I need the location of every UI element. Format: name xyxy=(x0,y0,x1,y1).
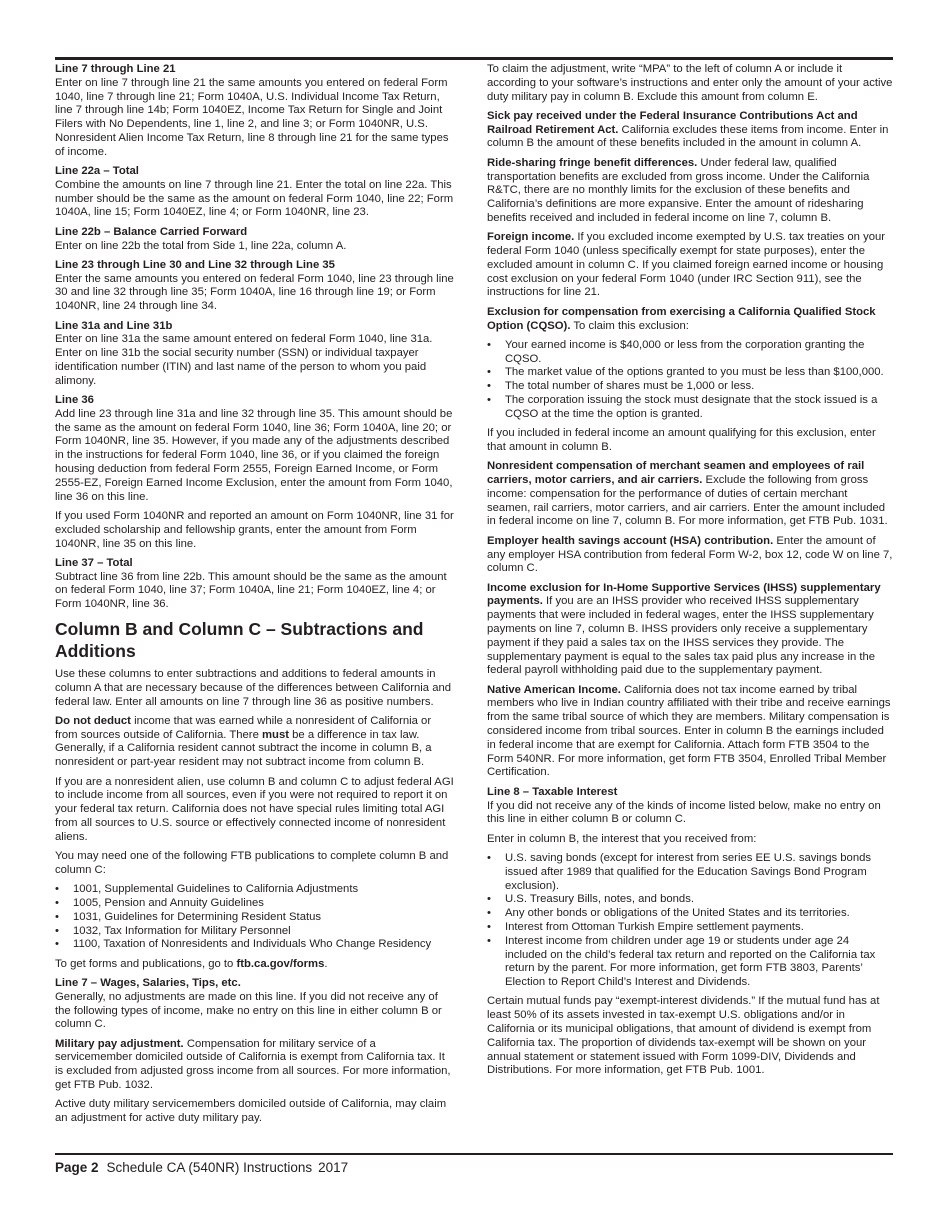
list-item: • 1031, Guidelines for Determining Resident Status xyxy=(73,911,455,925)
bold-lead: Native American Income. xyxy=(487,683,621,696)
paragraph: If you included in federal income an amount qualifying for this exclusion, enter that amount in column B. xyxy=(487,427,876,453)
document-year: 2017 xyxy=(318,1160,349,1175)
list-item: • U.S. saving bonds (except for interest from series EE U.S. savings bonds issued after 1989 that qualified for the Education Savings Bond Program exclusion). xyxy=(505,852,893,893)
top-rule xyxy=(55,57,893,60)
section-heading-line-7-wages: Line 7 – Wages, Salaries, Tips, etc. xyxy=(55,976,241,989)
list-item: • 1100, Taxation of Nonresidents and Individuals Who Change Residency xyxy=(73,938,455,952)
paragraph: Subtract line 36 from line 22b. This amount should be the same as the amount on federal Form 1040, line 37; Form 1040A, line 21; Form 1040EZ, line 4; or Form 1040NR, line 36. xyxy=(55,570,447,611)
section-heading-line-22b: Line 22b – Balance Carried Forward xyxy=(55,225,248,238)
bold-lead: Do not deduct xyxy=(55,714,131,727)
bold-lead: Military pay adjustment. xyxy=(55,1037,184,1050)
forms-link[interactable]: ftb.ca.gov/forms xyxy=(236,957,325,970)
paragraph: Enter the same amounts you entered on federal Form 1040, line 23 through line 30 and line 32 through line 35; Form 1040A, line 16 through line 19; or Form 1040NR, line 24 through line 34. xyxy=(55,272,454,313)
paragraph: Generally, no adjustments are made on this line. If you did not receive any of the following types of income, make no entry on this line in either column B or column C. xyxy=(55,990,442,1031)
paragraph xyxy=(487,684,893,781)
list-item: • U.S. Treasury Bills, notes, and bonds. xyxy=(505,893,893,907)
section-heading-line-31a-31b: Line 31a and Line 31b xyxy=(55,319,173,332)
paragraph: Certain mutual funds pay “exempt-interest dividends.” If the mutual fund has at least 50% of its assets invested in tax-exempt U.S. obligations and/or in California or its municipal obligations, that amount of dividend is exempt from California tax. The proportion of dividends tax-exempt will be shown on your annual statement or statement issued with Form 1099-DIV, Dividends and Distributions. For more information, get FTB Pub. 1001. xyxy=(487,995,880,1077)
bold-word: must xyxy=(262,728,289,741)
paragraph: Active duty military servicemembers domiciled outside of California, may claim an adjustment for active duty military pay. xyxy=(55,1098,447,1125)
list-item: • Interest income from children under age 19 or students under age 24 included on the child’s federal tax return and reported on the California tax return by the parent. For more information, get form FTB 3803, Parents’ Election to Report Child’s Interest and Dividends. xyxy=(505,935,893,990)
bold-lead: Exclusion for compensation from exercising a California Qualified Stock Option (CQSO). xyxy=(487,305,876,332)
bold-lead: Income exclusion for In-Home Supportive Services (IHSS) supplementary payments. xyxy=(487,581,881,608)
list-item: • The corporation issuing the stock must designate that the stock issued is a CQSO at the time the option is granted. xyxy=(505,394,893,422)
paragraph xyxy=(487,110,893,151)
paragraph: Enter on line 7 through line 21 the same amounts you entered on federal Form 1040, line 7 through line 21; Form 1040A, U.S. Individual Income Tax Return, line 7 through line 14b; Form 1040EZ, Income Tax Return for Single and Joint Filers with No Dependents, line 1, line 2, and line 3; or Form 1040NR, U.S. Nonresident Alien Income Tax Return, line 8 through line 21 for the same types of income. xyxy=(55,76,449,158)
section-heading-line-37: Line 37 – Total xyxy=(55,556,133,569)
paragraph: To claim the adjustment, write “MPA” to the left of column A or include it according to your software’s instructions and enter only the amount of your active duty military pay in column B. Exclude this amount from column E. xyxy=(487,63,893,103)
section-heading-line-22a: Line 22a – Total xyxy=(55,165,139,178)
paragraph: Add line 23 through line 31a and line 32 through line 35. This amount should be the same as the amount on federal Form 1040, line 36; Form 1040A, line 20; or Form 1040NR, line 35. However, if you made any of the adjustments described in the instructions for federal Form 1040, line 36, or if you claimed the foreign housing deduction from federal Form 2555, Foreign Earned Income, or Form 2555-EZ, Foreign Earned Income Exclusion, enter the amount from Form 1040, line 36 on this line. xyxy=(55,407,453,503)
paragraph: Enter on line 22b the total from Side 1, line 22a, column A. xyxy=(55,239,347,252)
paragraph: If you are a nonresident alien, use column B and column C to adjust federal AGI to include income from all sources, even if you were not required to report it on your federal tax return. California does not have special rules limiting total AGI from all sources to U.S. source or effectively connected income of nonresident aliens. xyxy=(55,775,454,843)
text-run: income that was earned while a nonresident of California or from sources outside of California. There xyxy=(55,714,432,741)
text-run: Compensation for military service of a servicemember domiciled outside of California is exempt from California tax. It is excluded from adjusted gross income from all sources. For more information, get FTB Pub. 1032. xyxy=(55,1037,451,1091)
paragraph xyxy=(487,231,893,300)
list-item: • 1005, Pension and Annuity Guidelines xyxy=(73,897,455,911)
page-number: Page 2 xyxy=(55,1160,99,1175)
list-item: • The total number of shares must be 1,000 or less. xyxy=(505,380,893,394)
section-heading-line-36: Line 36 xyxy=(55,394,94,407)
paragraph: Enter in column B, the interest that you received from: xyxy=(487,832,757,845)
section-heading-line-23-35: Line 23 through Line 30 and Line 32 through Line 35 xyxy=(55,258,335,271)
paragraph: Combine the amounts on line 7 through line 21. Enter the total on line 22a. This number should be the same as the amount on federal Form 1040, line 22; Form 1040A, line 15; Form 1040EZ, line 4; or Form 1040NR, line 23. xyxy=(55,178,454,219)
cqso-list xyxy=(487,339,893,422)
text-run: be a difference in tax law. Generally, if a California resident cannot subtract the income in column B, a nonresident or part-year resident may not subtract income from column B. xyxy=(55,728,432,769)
bottom-rule xyxy=(55,1153,893,1155)
list-item: • Your earned income is $40,000 or less from the corporation granting the CQSO. xyxy=(505,339,893,367)
paragraph xyxy=(487,535,893,576)
paragraph xyxy=(487,582,893,679)
text-run: If you are an IHSS provider who received IHSS supplementary payments that were included in federal wages, enter the IHSS supplementary payments on line 7, column B. IHSS providers only receive a supplementary payment if they paid a sales tax on the IHSS services they provide. The supplementary payment is equal to the sales tax paid plus any increase in the federal payroll withholding paid due to the supplementary payment. xyxy=(487,595,876,677)
bold-lead: Sick pay received under the Federal Insurance Contributions Act and Railroad Retirement Act. xyxy=(487,109,858,136)
list-item: • Interest from Ottoman Turkish Empire settlement payments. xyxy=(505,921,893,935)
text-run: Under federal law, qualified transportation benefits are excluded from gross income. Under the California R&TC, there are no monthly limits for the exclusion of these benefits and California’s definitions are more expansive. Enter the amount of ridesharing benefits received and included in federal income on line 7, column B. xyxy=(487,156,870,224)
section-heading-line-8: Line 8 – Taxable Interest xyxy=(487,785,618,798)
paragraph xyxy=(487,157,893,226)
list-item: • The market value of the options granted to you must be less than $100,000. xyxy=(505,366,893,380)
bold-lead: Foreign income. xyxy=(487,231,575,244)
interest-list xyxy=(487,852,893,990)
paragraph xyxy=(55,1038,455,1093)
paragraph: You may need one of the following FTB publications to complete column B and column C: xyxy=(55,850,449,876)
section-heading-line-7-21: Line 7 through Line 21 xyxy=(55,63,176,75)
list-item: • 1032, Tax Information for Military Personnel xyxy=(73,925,455,939)
text-run: If you excluded income exempted by U.S. tax treaties on your federal Form 1040 (unless specifically exempt for state purposes), enter the excluded amount in column C. If you claimed foreign earned income or housing cost exclusion on your federal Form 1040 (under IRC Section 911), see the instructions for line 21. xyxy=(487,231,886,299)
list-item: • Any other bonds or obligations of the United States and its territories. xyxy=(505,907,893,921)
text-run: Enter the amount of any employer HSA contribution from federal Form W-2, box 12, code W on line 7, column C. xyxy=(487,534,893,575)
paragraph: Use these columns to enter subtractions and additions to federal amounts in column A that are necessary because of the differences between California and federal law. Enter all amounts on line 7 through line 36 as positive numbers. xyxy=(55,667,452,708)
text-run: . xyxy=(324,957,328,970)
text-run: California does not tax income earned by tribal members who live in Indian country affiliated with their tribe and receive earnings from the same tribal source of which they are members. Military compensation is considered income from tribal sources. Enter in column B the earnings included in federal income that are exempt for California. Attach form FTB 3504 to the Form 540NR. For more information, get form FTB 3504, Enrolled Tribal Member Certification. xyxy=(487,683,891,779)
bold-lead: Employer health savings account (HSA) contribution. xyxy=(487,534,774,547)
bold-lead: Ride-sharing fringe benefit differences. xyxy=(487,156,698,169)
paragraph xyxy=(55,958,455,972)
list-item: • 1001, Supplemental Guidelines to California Adjustments xyxy=(73,883,455,897)
document-title: Schedule CA (540NR) Instructions xyxy=(106,1160,313,1175)
text-run: California excludes these items from income. Enter in column B the amount of these benefits included in the amount in column A. xyxy=(487,123,889,150)
column-b-c-heading: Column B and Column C – Subtractions and Additions xyxy=(55,618,424,661)
paragraph xyxy=(55,715,455,770)
paragraph xyxy=(487,460,893,529)
left-column xyxy=(55,63,455,1131)
paragraph: If you did not receive any of the kinds of income listed below, make no entry on this line in either column B or column C. xyxy=(487,799,881,826)
paragraph: If you used Form 1040NR and reported an amount on Form 1040NR, line 31 for excluded scholarship and fellowship grants, enter the amount from Form 1040NR, line 35 on this line. xyxy=(55,509,454,550)
text-run: Exclude the following from gross income: compensation for the performance of duties of certain merchant seamen, rail carriers, motor carriers, and air carriers. Enter the amount included in federal income on line 7, column B. For more information, get FTB Pub. 1031. xyxy=(487,474,888,528)
paragraph: Enter on line 31a the same amount entered on federal Form 1040, line 31a. Enter on line 31b the social security number (SSN) or individual taxpayer identification number (ITIN) and last name of the person to whom you paid alimony. xyxy=(55,333,433,387)
text-run: To claim this exclusion: xyxy=(570,319,689,332)
page-footer xyxy=(55,1159,348,1176)
text-run: To get forms and publications, go to xyxy=(55,957,237,970)
right-column xyxy=(487,63,893,1084)
publication-list xyxy=(55,883,455,952)
paragraph xyxy=(487,306,893,334)
bold-lead: Nonresident compensation of merchant seamen and employees of rail carriers, motor carriers, and air carriers. xyxy=(487,460,865,487)
